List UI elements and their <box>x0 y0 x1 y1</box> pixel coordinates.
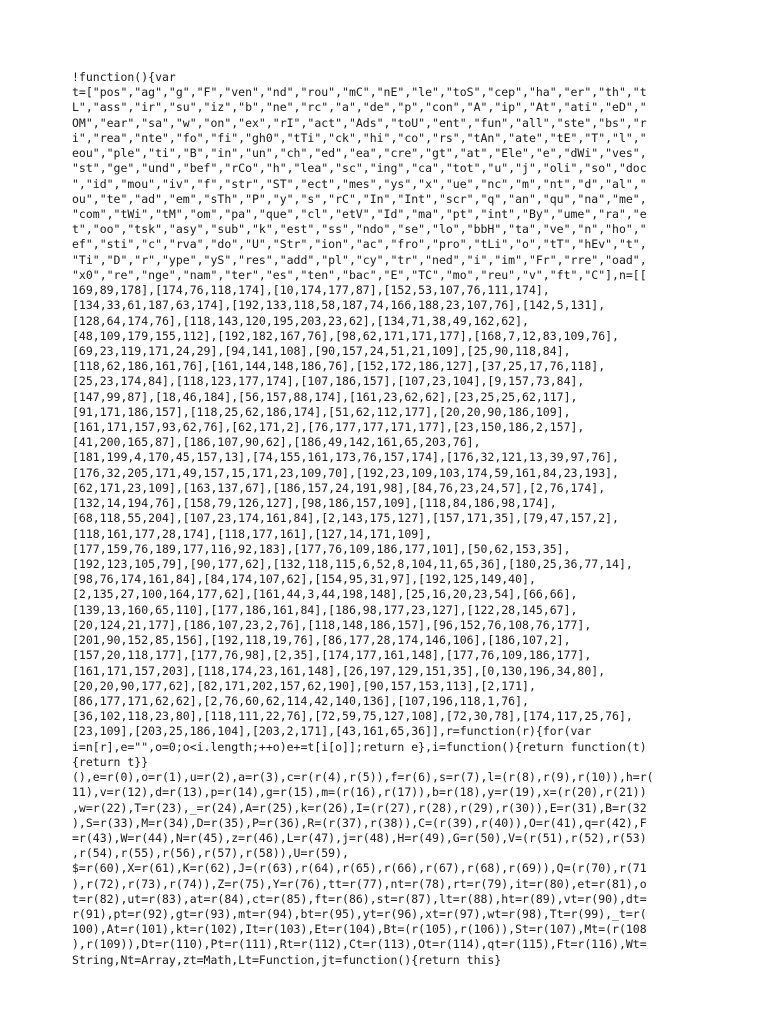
code-line: t=["pos","ag","g","F","ven","nd","rou","mC","nE","le","toS","cep","ha","er","th","t <box>72 85 647 100</box>
code-line: "com","tWi","tM","om","pa","que","cl","etV","Id","ma","pt","int","By","ume","ra","e <box>72 206 647 221</box>
code-line: [201,90,152,85,156],[192,118,19,76],[86,177,28,174,146,106],[186,107,2], <box>72 633 571 648</box>
code-line: ef","sti","c","rva","do","U","Str","ion","ac","fro","pro","tLi","o","tT","hEv","t", <box>72 237 647 252</box>
code-line: 169,89,178],[174,76,118,174],[10,174,177,87],[152,53,107,76,111,174], <box>72 283 550 298</box>
code-line: ou","te","ad","em","sTh","P","y","s","rC","In","Int","scr","q","an","qu","na","me", <box>72 191 647 206</box>
code-line: [20,124,21,177],[186,107,23,2,76],[118,148,186,157],[96,152,76,108,76,177], <box>72 617 592 632</box>
code-line: [86,177,171,62,62],[2,76,60,62,114,42,140,136],[107,196,118,1,76], <box>72 693 529 708</box>
code-line: $=r(60),X=r(61),K=r(62),J=(r(63),r(64),r(65),r(66),r(67),r(68),r(69)),Q=(r(70),r(71 <box>72 861 647 876</box>
code-line: [177,159,76,189,177,116,92,183],[177,76,109,186,177,101],[50,62,153,35], <box>72 541 571 556</box>
code-line: [139,13,160,65,110],[177,186,161,84],[186,98,177,23,127],[122,28,145,67], <box>72 602 578 617</box>
code-line: String,Nt=Array,zt=Math,Lt=Function,jt=function(){return this} <box>72 952 502 967</box>
code-line: [2,135,27,100,164,177,62],[161,44,3,44,198,148],[25,16,20,23,54],[66,66], <box>72 587 578 602</box>
code-line: !function(){var <box>72 70 176 84</box>
code-line: t=r(82),ut=r(83),at=r(84),ct=r(85),ft=r(86),st=r(87),lt=r(88),ht=r(89),vt=r(90),dt= <box>72 891 647 906</box>
code-line: ),r(109)),Dt=r(110),Pt=r(111),Rt=r(112),Ct=r(113),Ot=r(114),qt=r(115),Ft=r(116),Wt= <box>72 937 647 952</box>
code-line: [62,171,23,109],[163,137,67],[186,157,24,191,98],[84,76,23,24,57],[2,76,174], <box>72 480 606 495</box>
code-line: {return t}} <box>72 754 149 769</box>
code-line: "st","ge","und","bef","rCo","h","lea","sc","ing","ca","tot","u","j","oli","so","doc <box>72 161 647 176</box>
code-line: [118,62,186,161,76],[161,144,148,186,76],[152,172,186,127],[37,25,17,76,118], <box>72 359 606 374</box>
code-line: i","rea","nte","fo","fi","gh0","tTi","ck","hi","co","rs","tAn","ate","tE","T","l"," <box>72 130 647 145</box>
code-line: [98,76,174,161,84],[84,174,107,62],[154,95,31,97],[192,125,149,40], <box>72 572 536 587</box>
code-line: [69,23,119,171,24,29],[94,141,108],[90,157,24,51,21,109],[25,90,118,84], <box>72 343 571 358</box>
code-line: ","id","mou","iv","f","str","ST","ect","mes","ys","x","ue","nc","m","nt","d","al"," <box>72 176 647 191</box>
code-line: 100),At=r(101),kt=r(102),It=r(103),Et=r(104),Bt=(r(105),r(106)),St=r(107),Mt=(r(108 <box>72 922 647 937</box>
code-document <box>72 70 700 968</box>
code-line: [36,102,118,23,80],[118,111,22,76],[72,59,75,127,108],[72,30,78],[174,117,25,76], <box>72 709 633 724</box>
code-line: [132,14,194,76],[158,79,126,127],[98,186,157,109],[118,84,186,98,174], <box>72 496 557 511</box>
code-line: [176,32,205,171,49,157,15,171,23,109,70],[192,23,109,103,174,59,161,84,23,193], <box>72 465 619 480</box>
code-line: [118,161,177,28,174],[118,177,161],[127,14,171,109], <box>72 526 433 541</box>
code-line: (),e=r(0),o=r(1),u=r(2),a=r(3),c=r(r(4),r(5)),f=r(6),s=r(7),l=(r(8),r(9),r(10)),h=r( <box>72 770 654 785</box>
code-line: [181,199,4,170,45,157,13],[74,155,161,173,76,157,174],[176,32,121,13,39,97,76], <box>72 450 619 465</box>
code-line: [41,200,165,87],[186,107,90,62],[186,49,142,161,65,203,76], <box>72 435 481 450</box>
code-line: eou","ple","ti","B","in","un","ch","ed","ea","cre","gt","at","Ele","e","dWi","ves", <box>72 146 647 161</box>
code-line: [157,20,118,177],[177,76,98],[2,35],[174,177,161,148],[177,76,109,186,177], <box>72 648 592 663</box>
code-line: ,r(54),r(55),r(56),r(57),r(58)),U=r(59), <box>72 846 349 861</box>
code-line: [23,109],[203,25,186,104],[203,2,171],[43,161,65,36]],r=function(r){for(var <box>72 724 592 739</box>
code-line: [91,171,186,157],[118,25,62,186,174],[51,62,112,177],[20,20,90,186,109], <box>72 404 571 419</box>
code-line: [161,171,157,93,62,76],[62,171,2],[76,177,177,171,177],[23,150,186,2,157], <box>72 420 585 435</box>
code-line: L","ass","ir","su","iz","b","ne","rc","a","de","p","con","A","ip","At","ati","eD"," <box>72 100 647 115</box>
code-line: "Ti","D","r","ype","yS","res","add","pl","cy","tr","ned","i","im","Fr","rre","oad", <box>72 252 647 267</box>
code-line: =r(43),W=r(44),N=r(45),z=r(46),L=r(47),j=r(48),H=r(49),G=r(50),V=(r(51),r(52),r(53) <box>72 830 647 845</box>
code-line: ),S=r(33),M=r(34),D=r(35),P=r(36),R=(r(37),r(38)),C=(r(39),r(40)),O=r(41),q=r(42),F <box>72 815 647 830</box>
code-line: OM","ear","sa","w","on","ex","rI","act","Ads","toU","ent","fun","all","ste","bs","r <box>72 115 647 130</box>
code-line: "x0","re","nge","nam","ter","es","ten","bac","E","TC","mo","reu","v","ft","C"],n=[[ <box>72 267 647 282</box>
code-line: [68,118,55,204],[107,23,174,161,84],[2,143,175,127],[157,171,35],[79,47,157,2], <box>72 511 619 526</box>
code-line: ,w=r(22),T=r(23),_=r(24),A=r(25),k=r(26),I=(r(27),r(28),r(29),r(30)),E=r(31),B=r(32 <box>72 800 647 815</box>
code-line: i=n[r],e="",o=0;o<i.length;++o)e+=t[i[o]];return e},i=function(){return function(t) <box>72 739 647 754</box>
code-line: [134,33,61,187,63,174],[192,133,118,58,187,74,166,188,23,107,76],[142,5,131], <box>72 298 606 313</box>
code-line: [147,99,87],[18,46,184],[56,157,88,174],[161,23,62,62],[23,25,25,62,117], <box>72 389 578 404</box>
code-line: [48,109,179,155,112],[192,182,167,76],[98,62,171,171,177],[168,7,12,83,109,76], <box>72 328 619 343</box>
code-line: [192,123,105,79],[90,177,62],[132,118,115,6,52,8,104,11,65,36],[180,25,36,77,14], <box>72 557 633 571</box>
code-line: ),r(72),r(73),r(74)),Z=r(75),Y=r(76),tt=r(77),nt=r(78),rt=r(79),it=r(80),et=r(81),o <box>72 876 647 891</box>
code-line: [20,20,90,177,62],[82,171,202,157,62,190],[90,157,153,113],[2,171], <box>72 678 536 693</box>
code-line: [25,23,174,84],[118,123,177,174],[107,186,157],[107,23,104],[9,157,73,84], <box>72 374 585 389</box>
code-line: [128,64,174,76],[118,143,120,195,203,23,62],[134,71,38,49,162,62], <box>72 313 529 328</box>
code-line: 11),v=r(12),d=r(13),p=r(14),g=r(15),m=(r(16),r(17)),b=r(18),y=r(19),x=(r(20),r(21)) <box>72 785 647 800</box>
code-line: [161,171,157,203],[118,174,23,161,148],[26,197,129,151,35],[0,130,196,34,80], <box>72 663 606 678</box>
code-line: r(91),pt=r(92),gt=r(93),mt=r(94),bt=r(95),yt=r(96),xt=r(97),wt=r(98),Tt=r(99),_t=r( <box>72 907 647 922</box>
code-line: t","oo","tsk","asy","sub","k","est","ss","ndo","se","lo","bbH","ta","ve","n","ho"," <box>72 222 647 237</box>
